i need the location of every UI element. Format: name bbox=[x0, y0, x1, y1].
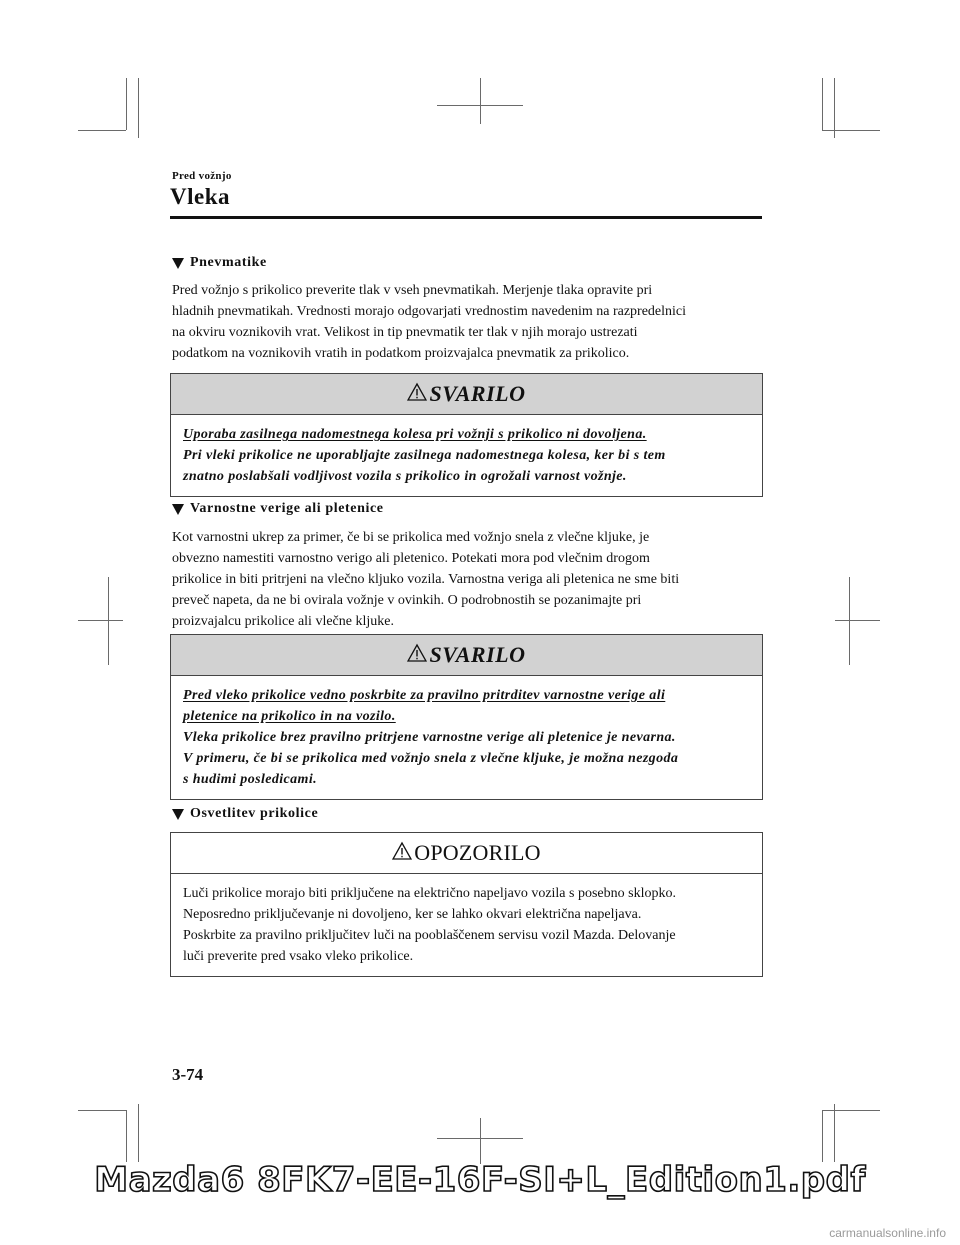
crop-mark bbox=[822, 130, 880, 131]
warning-line: Vleka prikolice brez pravilno pritrjene varnostne verige ali pletenice je nevarna. bbox=[183, 730, 676, 745]
crop-mark bbox=[834, 78, 835, 138]
warning-line: Uporaba zasilnega nadomestnega kolesa pri vožnji s prikolico ni dovoljena. bbox=[183, 427, 647, 442]
title-divider bbox=[170, 216, 762, 219]
paragraph-line: obvezno namestiti varnostno verigo ali pletenico. Potekati mora pod vlečnim drogom bbox=[172, 551, 650, 566]
caution-line: Luči prikolice morajo biti priključene na električno napeljavo vozila s posebno sklopko. bbox=[183, 886, 676, 901]
crop-mark bbox=[822, 1110, 880, 1111]
warning-icon bbox=[407, 382, 427, 402]
caution-label: OPOZORILO bbox=[414, 840, 541, 865]
section-heading-pnevmatike bbox=[172, 255, 267, 271]
warning-line: znatno poslabšali vodljivost vozila s prikolico in ogrožali varnost vožnje. bbox=[183, 469, 627, 484]
paragraph-line: na okviru voznikovih vrat. Velikost in tip pnevmatik ter tlak v njih morajo ustrezati bbox=[172, 325, 638, 340]
crop-mark bbox=[835, 620, 880, 621]
paragraph-line: Kot varnostni ukrep za primer, če bi se prikolica med vožnjo snela z vlečne kljuke, je bbox=[172, 530, 650, 545]
watermark: carmanualsonline.info bbox=[829, 1226, 946, 1240]
section-heading-text: Varnostne verige ali pletenice bbox=[190, 501, 384, 516]
crop-mark bbox=[437, 1138, 523, 1139]
warning-body bbox=[171, 676, 762, 799]
crop-mark bbox=[78, 130, 126, 131]
crop-mark bbox=[126, 78, 127, 130]
crop-mark bbox=[138, 1104, 139, 1162]
crop-mark bbox=[480, 78, 481, 124]
section-heading-text: Osvetlitev prikolice bbox=[190, 806, 319, 821]
paragraph-line: Pred vožnjo s prikolico preverite tlak v vseh pnevmatikah. Merjenje tlaka opravite pri bbox=[172, 283, 653, 298]
page-number: 3-74 bbox=[172, 1065, 204, 1084]
warning-body bbox=[171, 415, 762, 496]
crop-mark bbox=[108, 577, 109, 665]
warning-line: V primeru, če bi se prikolica med vožnjo snela z vlečne kljuke, je možna nezgoda bbox=[183, 751, 679, 766]
crop-mark bbox=[480, 1118, 481, 1164]
breadcrumb: Pred vožnjo bbox=[172, 170, 232, 182]
caution-line: Poskrbite za pravilno priključitev luči na pooblaščenem servisu vozil Mazda. Delovanje bbox=[183, 928, 676, 943]
page-title: Vleka bbox=[170, 184, 230, 209]
section-paragraph bbox=[172, 280, 764, 364]
crop-mark bbox=[822, 1110, 823, 1162]
section-heading-text: Pnevmatike bbox=[190, 255, 267, 270]
paragraph-line: prikolice in biti pritrjeni na vlečno kljuko vozila. Varnostna veriga ali pletenica ne sme biti bbox=[172, 572, 680, 587]
triangle-down-icon bbox=[172, 809, 184, 820]
warning-line: s hudimi posledicami. bbox=[183, 772, 318, 787]
warning-label: SVARILO bbox=[429, 642, 526, 667]
crop-mark bbox=[437, 105, 523, 106]
caution-line: luči preverite pred vsako vleko prikolice. bbox=[183, 949, 414, 964]
triangle-down-icon bbox=[172, 258, 184, 269]
warning-line: Pred vleko prikolice vedno poskrbite za pravilno pritrditev varnostne verige ali bbox=[183, 688, 666, 703]
footer-file-name: Mazda6 8FK7-EE-16F-SI+L_Edition1.pdf bbox=[94, 1160, 866, 1200]
warning-header bbox=[171, 635, 762, 676]
paragraph-line: hladnih pnevmatikah. Vrednosti morajo odgovarjati vrednostim navedenim na razpredelnici bbox=[172, 304, 687, 319]
section-heading-osvetlitev bbox=[172, 806, 318, 822]
caution-body bbox=[171, 874, 762, 976]
crop-mark bbox=[822, 78, 823, 130]
triangle-down-icon bbox=[172, 504, 184, 515]
crop-mark bbox=[78, 620, 123, 621]
warning-icon bbox=[407, 643, 427, 663]
crop-mark bbox=[849, 577, 850, 665]
crop-mark bbox=[138, 78, 139, 138]
warning-line: pletenice na prikolico in na vozilo. bbox=[183, 709, 396, 724]
crop-mark bbox=[126, 1110, 127, 1162]
section-paragraph bbox=[172, 527, 764, 632]
caution-header bbox=[171, 833, 762, 874]
warning-icon bbox=[392, 841, 412, 861]
caution-line: Neposredno priključevanje ni dovoljeno, ker se lahko okvari električna napeljava. bbox=[183, 907, 642, 922]
paragraph-line: podatkom na voznikovih vratih in podatkom proizvajalca pnevmatik za prikolico. bbox=[172, 346, 630, 361]
paragraph-line: proizvajalcu prikolice ali vlečne kljuke. bbox=[172, 614, 394, 629]
warning-box bbox=[170, 634, 763, 800]
warning-box bbox=[170, 373, 763, 497]
warning-label: SVARILO bbox=[429, 381, 526, 406]
caution-box bbox=[170, 832, 763, 977]
crop-mark bbox=[834, 1104, 835, 1162]
section-heading-varnostne-verige bbox=[172, 501, 384, 517]
paragraph-line: preveč napeta, da ne bi ovirala vožnje v ovinkih. O podrobnostih se pozanimajte pri bbox=[172, 593, 642, 608]
crop-mark bbox=[78, 1110, 126, 1111]
warning-line: Pri vleki prikolice ne uporabljajte zasilnega nadomestnega kolesa, ker bi s tem bbox=[183, 448, 666, 463]
warning-header bbox=[171, 374, 762, 415]
